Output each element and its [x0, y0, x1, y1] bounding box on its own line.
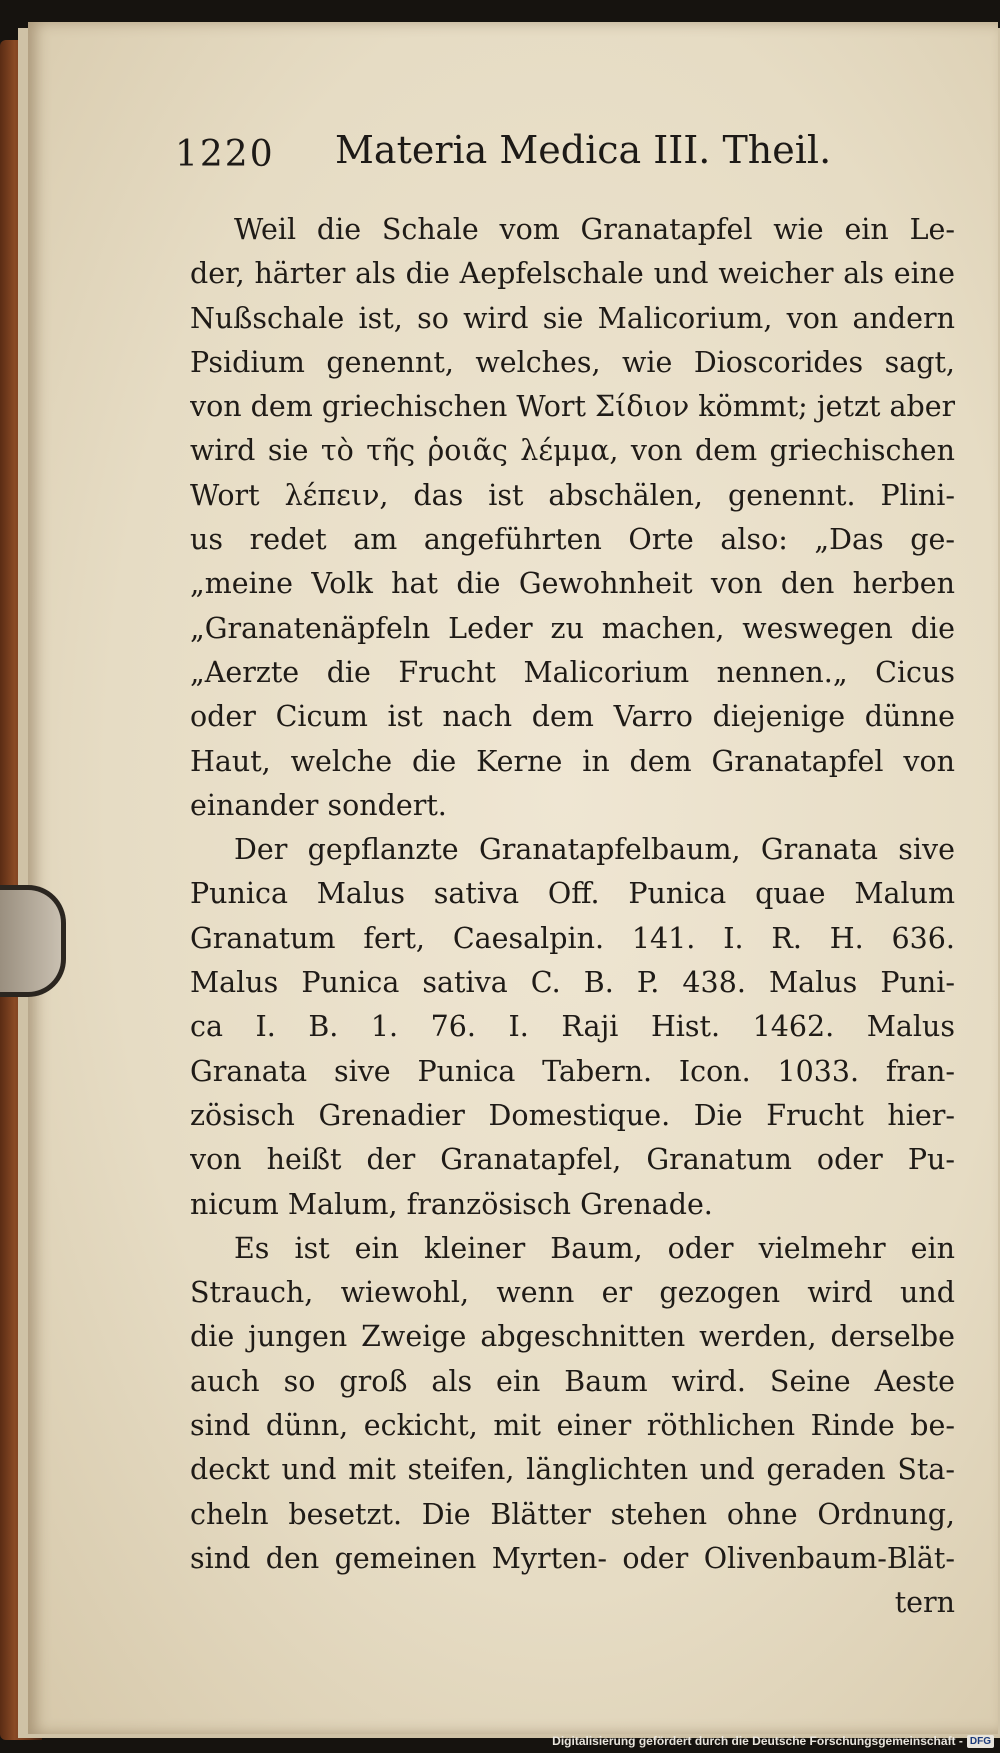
- text-line: die jungen Zweige abgeschnitten werden, derselbe: [190, 1320, 955, 1354]
- text-line: zösisch Grenadier Domestique. Die Frucht hier-: [190, 1098, 955, 1132]
- text-line: sind dünn, eckicht, mit einer röthlichen Rinde be-: [190, 1409, 955, 1443]
- page-header: [175, 128, 935, 188]
- text-line: Weil die Schale vom Granatapfel wie ein Le-: [234, 213, 955, 246]
- text-line: deckt und mit steifen, länglichten und geraden Sta-: [190, 1453, 955, 1487]
- text-line: „meine Volk hat die Gewohnheit von den herben: [190, 567, 955, 601]
- text-line: Psidium genennt, welches, wie Dioscorides sagt,: [190, 345, 955, 379]
- text-line: Nußschale ist, so wird sie Malicorium, von andern: [190, 301, 955, 335]
- text-line: Haut, welche die Kerne in dem Granatapfel von: [190, 744, 955, 778]
- text-line: Strauch, wiewohl, wenn er gezogen wird und: [190, 1276, 955, 1310]
- text-line: oder Cicum ist nach dem Varro diejenige dünne: [190, 700, 955, 734]
- text-line: Granatum fert, Caesalpin. 141. I. R. H. 636.: [190, 921, 955, 955]
- text-line: „Aerzte die Frucht Malicorium nennen.„ Cicus: [190, 655, 955, 689]
- text-line: von dem griechischen Wort Σίδιον kömmt; jetzt aber: [190, 390, 955, 424]
- text-line: cheln besetzt. Die Blätter stehen ohne Ordnung,: [190, 1497, 955, 1531]
- dfg-logo: DFG: [967, 1735, 994, 1748]
- page-number: 1220: [175, 134, 275, 175]
- credit-text: Digitalisierung gefördert durch die Deutsche Forschungsgemeinschaft -: [552, 1734, 963, 1748]
- running-title: Materia Medica III. Theil.: [335, 128, 832, 172]
- text-line: einander sondert.: [190, 788, 447, 822]
- text-line: Malus Punica sativa C. B. P. 438. Malus Puni-: [190, 966, 955, 1000]
- text-line: ca I. B. 1. 76. I. Raji Hist. 1462. Malus: [190, 1010, 955, 1044]
- text-line: us redet am angeführten Orte also: „Das ge-: [190, 523, 955, 557]
- text-line: der, härter als die Aepfelschale und weicher als eine: [190, 257, 955, 291]
- text-line: sind den gemeinen Myrten- oder Olivenbaum-Blät-: [190, 1541, 955, 1575]
- page-clip: [0, 885, 66, 997]
- text-line: Der gepflanzte Granatapfelbaum, Granata sive: [234, 833, 955, 867]
- text-line: wird sie τὸ τῆς ῥοιᾶς λέμμα, von dem griechischen: [190, 434, 955, 468]
- digitization-credit: [552, 1731, 994, 1751]
- text-line: „Granatenäpfeln Leder zu machen, weswegen die: [190, 611, 955, 645]
- text-line: Granata sive Punica Tabern. Icon. 1033. fran-: [190, 1054, 955, 1088]
- text-line: Punica Malus sativa Off. Punica quae Malum: [190, 877, 955, 911]
- text-line: Wort λέπειν, das ist abschälen, genennt. Plini-: [190, 478, 955, 512]
- text-line: nicum Malum, französisch Grenade.: [190, 1187, 713, 1221]
- text-line: tern: [894, 1586, 955, 1620]
- text-line: auch so groß als ein Baum wird. Seine Aeste: [190, 1364, 955, 1398]
- text-line: von heißt der Granatapfel, Granatum oder Pu-: [190, 1143, 955, 1177]
- text-line: Es ist ein kleiner Baum, oder vielmehr ein: [234, 1231, 955, 1265]
- body-text: [190, 208, 955, 1626]
